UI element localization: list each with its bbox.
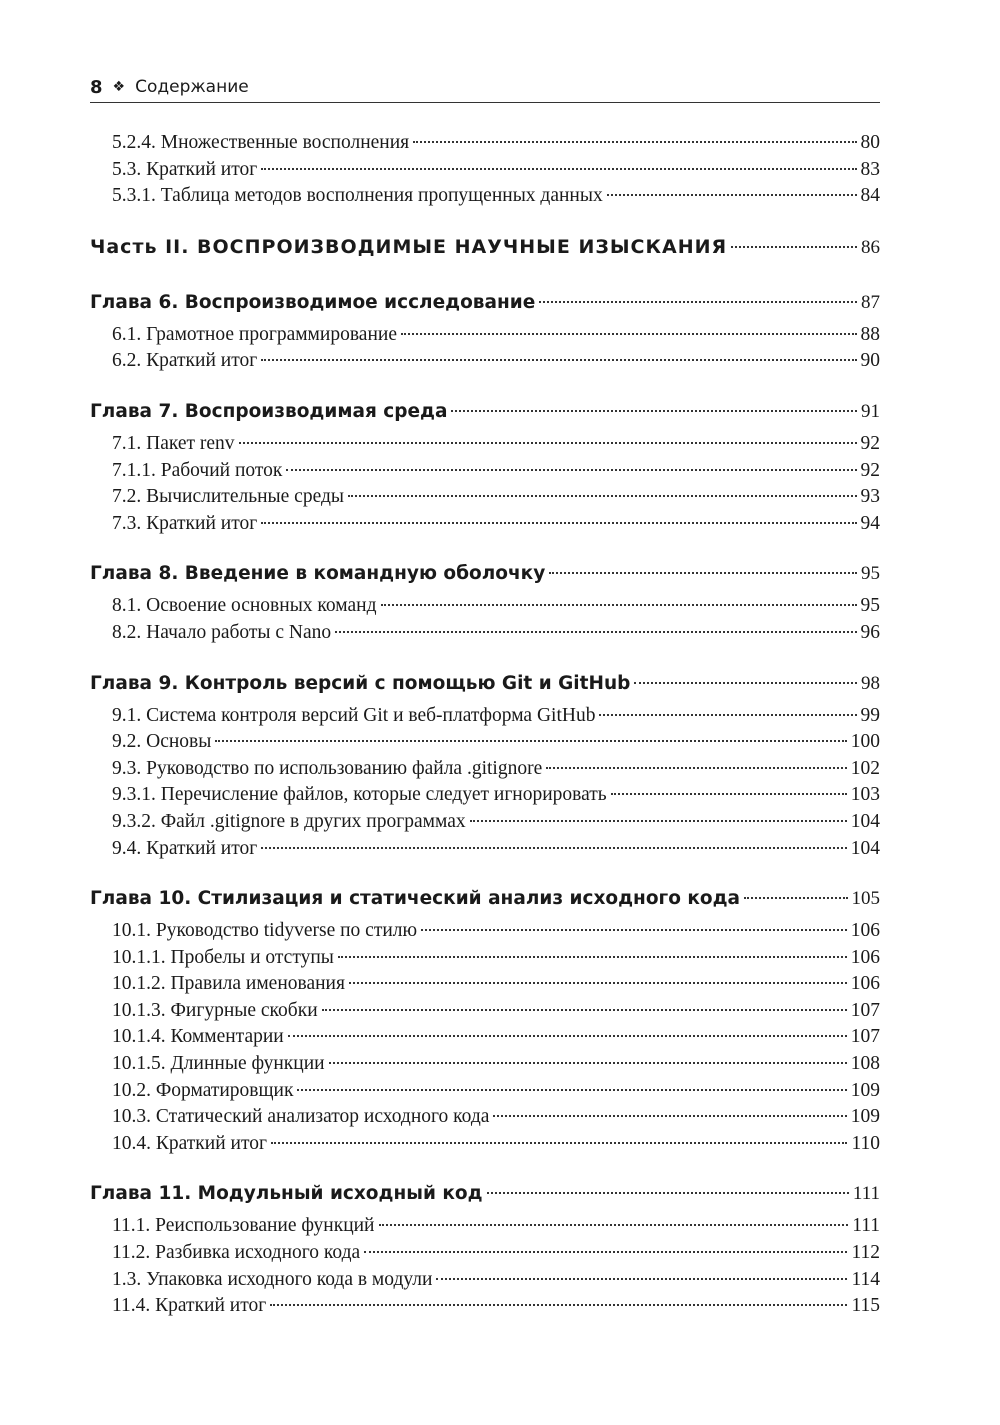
toc-entry-page: 104 — [850, 837, 880, 859]
toc-entry[interactable] — [90, 729, 880, 756]
toc-entry-title: 7.3. Краткий итог — [112, 512, 258, 534]
toc-entry-page: 110 — [851, 1132, 880, 1154]
toc-entry-title: 10.1.1. Пробелы и отступы — [112, 946, 334, 968]
toc-entry-page: 96 — [860, 621, 880, 643]
toc-entry[interactable] — [90, 1293, 880, 1320]
toc-entry-title: 9.3. Руководство по использованию файла .gitignore — [112, 757, 543, 779]
toc-entry-page: 95 — [860, 595, 880, 617]
toc-entry[interactable] — [90, 1104, 880, 1131]
toc-entry-title: 10.1.5. Длинные функции — [112, 1053, 325, 1075]
dot-leader — [634, 682, 857, 684]
dot-leader — [322, 1009, 847, 1011]
toc-entry-title: Часть II. ВОСПРОИЗВОДИМЫЕ НАУЧНЫЕ ИЗЫСКАНИЯ — [90, 235, 728, 258]
toc-chapter[interactable] — [90, 559, 880, 589]
toc-entry[interactable] — [90, 593, 880, 620]
toc-entry-page: 109 — [850, 1079, 880, 1101]
toc-entry[interactable] — [90, 809, 880, 836]
toc-entry-page: 84 — [860, 185, 880, 207]
toc-entry[interactable] — [90, 1078, 880, 1105]
dot-leader — [539, 301, 857, 303]
dot-leader — [286, 469, 856, 471]
toc-entry-title: 9.3.2. Файл .gitignore в других программах — [112, 810, 466, 832]
toc-entry-page: 111 — [852, 1215, 880, 1237]
table-of-contents — [90, 130, 880, 1320]
toc-entry[interactable] — [90, 348, 880, 375]
toc-chapter[interactable] — [90, 884, 880, 914]
toc-entry-title: 10.1.3. Фигурные скобки — [112, 999, 318, 1021]
toc-entry-page: 114 — [851, 1268, 880, 1290]
toc-entry-title: 8.2. Начало работы с Nano — [112, 621, 332, 643]
dot-leader — [239, 442, 857, 444]
toc-entry-title: Глава 11. Модульный исходный код — [90, 1183, 483, 1205]
toc-entry[interactable] — [90, 511, 880, 538]
toc-entry-title: 11.4. Краткий итог — [112, 1295, 267, 1317]
dot-leader — [215, 740, 846, 742]
toc-entry-page: 109 — [850, 1106, 880, 1128]
toc-entry-page: 115 — [851, 1295, 880, 1317]
toc-entry-title: 10.3. Статический анализатор исходного кода — [112, 1106, 490, 1128]
dot-leader — [436, 1278, 847, 1280]
section-gap — [90, 1157, 880, 1179]
toc-chapter[interactable] — [90, 288, 880, 318]
dot-leader — [487, 1192, 849, 1194]
toc-entry-title: 9.2. Основы — [112, 731, 212, 753]
toc-entry[interactable] — [90, 1213, 880, 1240]
diamond-icon: ❖ — [112, 79, 126, 95]
toc-entry-title: 10.4. Краткий итог — [112, 1132, 267, 1154]
toc-entry-page: 104 — [850, 810, 880, 832]
section-gap — [90, 862, 880, 884]
section-gap — [90, 647, 880, 669]
toc-entry[interactable] — [90, 1024, 880, 1051]
toc-entry[interactable] — [90, 458, 880, 485]
dot-leader — [338, 956, 847, 958]
toc-entry-title: 11.2. Разбивка исходного кода — [112, 1242, 361, 1264]
section-gap — [90, 537, 880, 559]
dot-leader — [413, 141, 856, 143]
toc-entry-page: 102 — [850, 757, 880, 779]
page-number: 8 — [90, 76, 103, 98]
section-gap — [90, 375, 880, 397]
toc-entry-title: Глава 9. Контроль версий с помощью Git и GitHub — [90, 672, 631, 694]
dot-leader — [329, 1062, 847, 1064]
toc-entry[interactable] — [90, 1051, 880, 1078]
toc-entry-title: 10.2. Форматировщик — [112, 1079, 294, 1101]
dot-leader — [470, 820, 847, 822]
toc-entry[interactable] — [90, 782, 880, 809]
dot-leader — [297, 1089, 846, 1091]
toc-entry-title: 7.1. Пакет renv — [112, 432, 235, 454]
toc-entry-page: 95 — [861, 563, 880, 585]
dot-leader — [731, 246, 857, 248]
toc-entry-page: 100 — [850, 731, 880, 753]
dot-leader — [261, 847, 847, 849]
toc-entry-title: 10.1.2. Правила именования — [112, 973, 345, 995]
toc-entry[interactable] — [90, 620, 880, 647]
toc-entry-page: 111 — [852, 1183, 880, 1205]
toc-entry[interactable] — [90, 1267, 880, 1294]
toc-entry-page: 107 — [850, 1026, 880, 1048]
toc-entry-title: 7.2. Вычислительные среды — [112, 486, 344, 508]
dot-leader — [451, 410, 857, 412]
toc-entry[interactable] — [90, 918, 880, 945]
toc-entry-page: 91 — [861, 400, 880, 422]
toc-entry-page: 80 — [860, 132, 880, 153]
section-gap — [90, 266, 880, 288]
dot-leader — [381, 604, 857, 606]
toc-entry-page: 86 — [861, 236, 880, 258]
toc-entry-page: 103 — [850, 784, 880, 806]
section-gap — [90, 210, 880, 232]
toc-entry[interactable] — [90, 130, 880, 157]
toc-entry-page: 83 — [860, 158, 880, 180]
dot-leader — [401, 333, 857, 335]
toc-entry[interactable] — [90, 1131, 880, 1158]
toc-entry-page: 93 — [860, 486, 880, 508]
toc-entry-title: Глава 6. Воспроизводимое исследование — [90, 291, 536, 313]
dot-leader — [261, 168, 856, 170]
dot-leader — [271, 1142, 847, 1144]
toc-entry[interactable] — [90, 1240, 880, 1267]
toc-part[interactable] — [90, 232, 880, 262]
toc-entry-page: 94 — [860, 512, 880, 534]
toc-entry[interactable] — [90, 484, 880, 511]
toc-chapter[interactable] — [90, 397, 880, 427]
dot-leader — [349, 982, 847, 984]
toc-entry-title: 5.3.1. Таблица методов восполнения пропущенных данных — [112, 185, 603, 207]
dot-leader — [493, 1115, 846, 1117]
toc-entry-page: 87 — [861, 291, 880, 313]
toc-entry-title: 7.1.1. Рабочий поток — [112, 459, 283, 481]
dot-leader — [546, 767, 847, 769]
dot-leader — [335, 631, 856, 633]
toc-entry-title: 5.3. Краткий итог — [112, 158, 258, 180]
toc-entry[interactable] — [90, 183, 880, 210]
toc-entry-title: 9.4. Краткий итог — [112, 837, 258, 859]
toc-entry-page: 92 — [860, 459, 880, 481]
toc-entry-title: 11.1. Реиспользование функций — [112, 1215, 375, 1237]
toc-entry-page: 106 — [850, 920, 880, 942]
dot-leader — [611, 793, 847, 795]
toc-entry[interactable] — [90, 431, 880, 458]
toc-entry-page: 98 — [861, 672, 880, 694]
toc-entry[interactable] — [90, 703, 880, 730]
toc-entry-title: 8.1. Освоение основных команд — [112, 595, 377, 617]
toc-entry-page: 92 — [860, 432, 880, 454]
toc-chapter[interactable] — [90, 1179, 880, 1209]
toc-entry[interactable] — [90, 998, 880, 1025]
dot-leader — [549, 572, 857, 574]
toc-entry-page: 106 — [850, 946, 880, 968]
dot-leader — [270, 1304, 847, 1306]
toc-entry-title: 5.2.4. Множественные восполнения — [112, 132, 410, 153]
dot-leader — [599, 714, 856, 716]
toc-entry-title: Глава 10. Стилизация и статический анализ исходного кода — [90, 888, 741, 910]
dot-leader — [744, 897, 847, 899]
toc-entry-title: 1.3. Упаковка исходного кода в модули — [112, 1268, 433, 1290]
toc-entry[interactable] — [90, 836, 880, 863]
toc-entry-title: 6.1. Грамотное программирование — [112, 323, 397, 345]
dot-leader — [421, 929, 847, 931]
toc-entry-page: 99 — [860, 704, 880, 726]
dot-leader — [261, 359, 856, 361]
toc-entry[interactable] — [90, 945, 880, 972]
toc-entry-title: 10.1. Руководство tidyverse по стилю — [112, 920, 418, 942]
toc-entry-page: 88 — [860, 323, 880, 345]
toc-entry-page: 112 — [851, 1242, 880, 1264]
toc-entry-title: 6.2. Краткий итог — [112, 350, 258, 372]
running-title: Содержание — [135, 77, 249, 97]
toc-entry-title: 9.1. Система контроля версий Git и веб-платформа GitHub — [112, 704, 596, 726]
toc-entry-title: 9.3.1. Перечисление файлов, которые следует игнорировать — [112, 784, 607, 806]
toc-entry-page: 106 — [850, 973, 880, 995]
toc-entry[interactable] — [90, 971, 880, 998]
dot-leader — [288, 1035, 847, 1037]
toc-entry-page: 108 — [850, 1053, 880, 1075]
dot-leader — [379, 1224, 849, 1226]
toc-entry[interactable] — [90, 322, 880, 349]
dot-leader — [607, 194, 857, 196]
toc-entry[interactable] — [90, 157, 880, 184]
dot-leader — [364, 1251, 847, 1253]
page-header — [90, 72, 880, 103]
toc-entry-page: 90 — [860, 350, 880, 372]
toc-entry-page: 107 — [850, 999, 880, 1021]
toc-entry-page: 105 — [851, 888, 880, 910]
toc-entry-title: Глава 7. Воспроизводимая среда — [90, 400, 448, 422]
dot-leader — [261, 522, 856, 524]
toc-entry-title: 10.1.4. Комментарии — [112, 1026, 284, 1048]
dot-leader — [348, 495, 857, 497]
toc-entry-title: Глава 8. Введение в командную оболочку — [90, 563, 546, 585]
toc-chapter[interactable] — [90, 669, 880, 699]
toc-entry[interactable] — [90, 756, 880, 783]
